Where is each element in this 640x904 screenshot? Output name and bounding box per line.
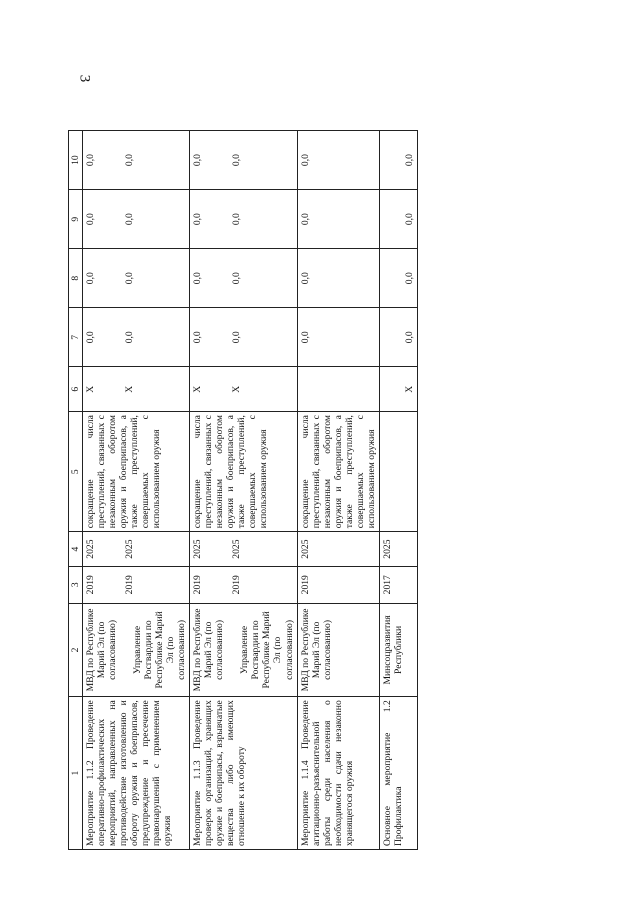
value-col-9	[190, 190, 297, 249]
value-col-9	[83, 190, 190, 249]
value-col-10: 0,0	[297, 131, 379, 190]
indicator-mark: X	[231, 385, 243, 393]
value-col-7	[83, 308, 190, 367]
value-col-8	[190, 249, 297, 308]
table-row	[83, 131, 190, 850]
executor-primary: МВД по Республике Марий Эл (по согласованию)	[85, 608, 119, 692]
measure-name: Мероприятие 1.1.3 Проведение проверок организаций, хранящих оружие и боеприпасы, взрывчатые вещества либо имеющих отношение к их обороту	[190, 697, 297, 850]
rotated-table-container	[68, 130, 578, 850]
value: 0,0	[403, 272, 415, 285]
table-row	[297, 131, 379, 850]
executor-secondary: Управление Росгвардии по Республике Марий Эл (по согласованию)	[239, 611, 295, 689]
indicator-link	[190, 367, 297, 412]
end-year-value: 2025	[192, 539, 204, 559]
value-col-10	[190, 131, 297, 190]
end-year	[83, 532, 190, 567]
end-year-value: 2025	[231, 539, 243, 559]
value-col-10	[83, 131, 190, 190]
column-header: 4	[69, 532, 83, 567]
value: 0,0	[231, 213, 243, 226]
column-header: 3	[69, 566, 83, 603]
end-year: 2025	[297, 532, 379, 567]
expected-result: сокращение числа преступлений, связанных с незаконным оборотом оружия и боеприпасов, а также преступлений, совершаемых с использованием оружия	[83, 412, 190, 532]
value-col-7: 0,0	[297, 308, 379, 367]
start-year: 2017	[379, 566, 417, 603]
value-col-9	[379, 190, 417, 249]
value: 0,0	[124, 272, 136, 285]
executor	[83, 603, 190, 697]
value-col-9: 0,0	[297, 190, 379, 249]
value: 0,0	[124, 154, 136, 167]
indicator-link	[379, 367, 417, 412]
column-header: 8	[69, 249, 83, 308]
value: 0,0	[403, 213, 415, 226]
value-col-8	[379, 249, 417, 308]
column-header: 1	[69, 697, 83, 850]
executor-primary: МВД по Республике Марий Эл (по согласованию)	[299, 608, 333, 692]
value: 0,0	[192, 272, 204, 285]
end-year-value: 2025	[85, 539, 97, 559]
value: 0,0	[85, 213, 97, 226]
start-year-value: 2019	[124, 575, 136, 595]
value: 0,0	[403, 331, 415, 344]
executor	[190, 603, 297, 697]
value-col-8	[83, 249, 190, 308]
executor-secondary: Управление Росгвардии по Республике Марий Эл (по согласованию)	[132, 611, 188, 689]
measure-name: Мероприятие 1.1.4 Проведение агитационно-разъяснительной работы среди населения о необходимости сдачи незаконно хранящегося оружия	[297, 697, 379, 850]
column-number-row	[69, 131, 83, 850]
start-year-value: 2019	[85, 575, 97, 595]
table-row	[190, 131, 297, 850]
end-year-value: 2025	[124, 539, 136, 559]
executor: Минсоцразвития Республики	[379, 603, 417, 697]
value: 0,0	[192, 213, 204, 226]
value: 0,0	[403, 154, 415, 167]
end-year: 2025	[379, 532, 417, 567]
value-col-7	[190, 308, 297, 367]
table-row	[379, 131, 417, 850]
start-year-value: 2019	[192, 575, 204, 595]
indicator-link	[297, 367, 379, 412]
value-col-7	[379, 308, 417, 367]
value: 0,0	[85, 331, 97, 344]
page-number: 3	[76, 74, 93, 83]
value: 0,0	[192, 154, 204, 167]
column-header: 7	[69, 308, 83, 367]
value: 0,0	[85, 272, 97, 285]
value: 0,0	[192, 331, 204, 344]
indicator-mark: X	[85, 385, 97, 393]
value: 0,0	[124, 331, 136, 344]
column-header: 6	[69, 367, 83, 412]
expected-result: сокращение числа преступлений, связанных с незаконным оборотом оружия и боеприпасов, а также преступлений, совершаемых с использованием оружия	[297, 412, 379, 532]
value: 0,0	[124, 213, 136, 226]
measure-name: Основное мероприятие 1.2 Профилактика	[379, 697, 417, 850]
column-header: 10	[69, 131, 83, 190]
column-header: 2	[69, 603, 83, 697]
expected-result	[379, 412, 417, 532]
start-year: 2019	[297, 566, 379, 603]
value-col-10	[379, 131, 417, 190]
indicator-mark: X	[124, 385, 136, 393]
start-year	[83, 566, 190, 603]
start-year	[190, 566, 297, 603]
executor	[297, 603, 379, 697]
value-col-8: 0,0	[297, 249, 379, 308]
indicator-link	[83, 367, 190, 412]
column-header: 9	[69, 190, 83, 249]
executor-primary: МВД по Республике Марий Эл (по согласованию)	[192, 608, 226, 692]
measures-table	[68, 130, 418, 850]
value: 0,0	[231, 331, 243, 344]
value: 0,0	[231, 154, 243, 167]
expected-result: сокращение числа преступлений, связанных с незаконным оборотом оружия и боеприпасов, а также преступлений, совершаемых с использованием оружия	[190, 412, 297, 532]
start-year-value: 2019	[231, 575, 243, 595]
column-header: 5	[69, 412, 83, 532]
value: 0,0	[231, 272, 243, 285]
value: 0,0	[85, 154, 97, 167]
end-year	[190, 532, 297, 567]
indicator-mark: X	[192, 385, 204, 393]
indicator-mark: X	[403, 385, 415, 393]
measure-name: Мероприятие 1.1.2 Проведение оперативно-профилактических мероприятий, направленных на противодействие изготовлению и обороту оружия и боеприпасов, предупреждение и пресечение правонарушений с применением оружия	[83, 697, 190, 850]
